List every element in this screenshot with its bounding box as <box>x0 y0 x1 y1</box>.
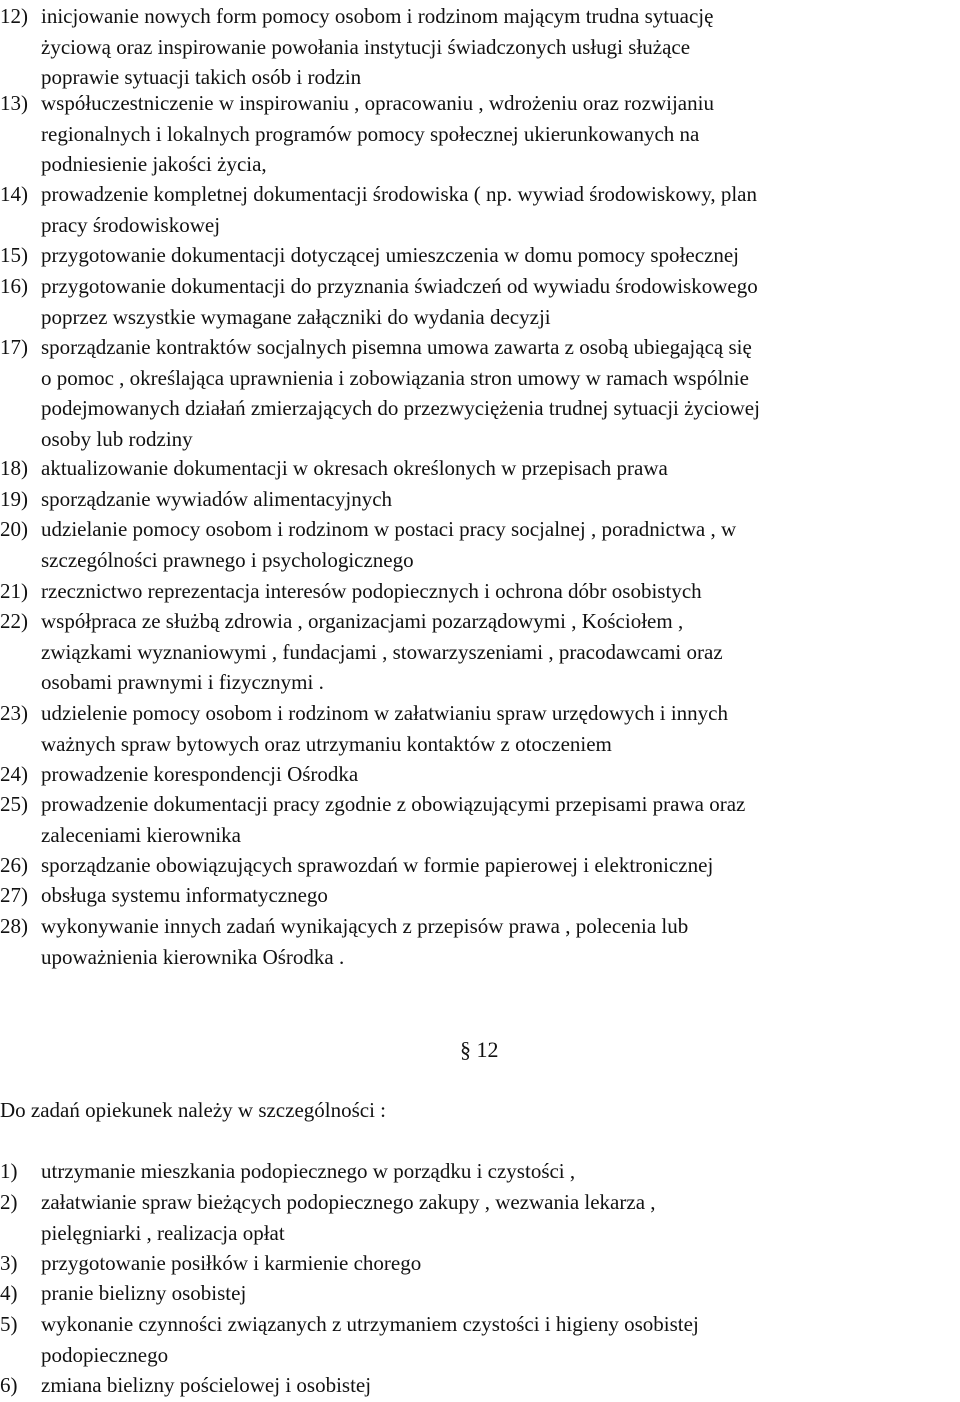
list-item-text: załatwianie spraw bieżących podopiecznego zakupy , wezwania lekarza , pielęgniarki , realizacja opłat <box>41 1190 656 1245</box>
list-item-text: przygotowanie posiłków i karmienie chorego <box>41 1251 422 1275</box>
list-item-15 <box>0 240 956 271</box>
list-item-text: obsługa systemu informatycznego <box>41 883 328 907</box>
section-title: Do zadań opiekunek należy w szczególności : <box>0 1098 387 1122</box>
list-item-text: prowadzenie kompletnej dokumentacji środowiska ( np. wywiad środowiskowy, plan pracy środowiskowej <box>41 182 757 237</box>
list-item-21 <box>0 576 956 607</box>
list-item-27 <box>0 880 956 911</box>
list-item-6 <box>0 1370 956 1401</box>
list-item-number: 20) <box>0 517 28 541</box>
list-item-24 <box>0 759 956 790</box>
list-item-text: zmiana bielizny pościelowej i osobistej <box>41 1373 372 1397</box>
list-item-13 <box>0 88 956 180</box>
list-item-number: 18) <box>0 456 28 480</box>
list-item-number: 27) <box>0 883 28 907</box>
list-item-number: 21) <box>0 579 28 603</box>
list-item-text: aktualizowanie dokumentacji w okresach określonych w przepisach prawa <box>41 456 668 480</box>
list-item-22 <box>0 606 956 698</box>
list-item-26 <box>0 850 956 881</box>
list-item-text: rzecznictwo reprezentacja interesów podopiecznych i ochrona dóbr osobistych <box>41 579 702 603</box>
list-item-1 <box>0 1156 956 1187</box>
list-item-28 <box>0 911 956 972</box>
list-item-number: 23) <box>0 701 28 725</box>
list-item-14 <box>0 179 956 240</box>
list-item-4 <box>0 1278 956 1309</box>
list-item-number: 5) <box>0 1312 18 1336</box>
list-item-number: 1) <box>0 1159 18 1183</box>
list-item-text: utrzymanie mieszkania podopiecznego w porządku i czystości , <box>41 1159 576 1183</box>
list-item-25 <box>0 789 956 850</box>
list-item-text: inicjowanie nowych form pomocy osobom i rodzinom mającym trudna sytuację życiową oraz inspirowanie powołania instytucji świadczonych usługi służące poprawie sytuacji takich osób i rodzin <box>41 4 714 89</box>
list-item-number: 3) <box>0 1251 18 1275</box>
list-item-19 <box>0 484 956 515</box>
paragraph-number: § 12 <box>460 1037 499 1062</box>
list-item-text: wykonanie czynności związanych z utrzymaniem czystości i higieny osobistej podopiecznego <box>41 1312 699 1367</box>
list-item-5 <box>0 1309 956 1370</box>
list-item-text: pranie bielizny osobistej <box>41 1281 247 1305</box>
list-item-text: udzielanie pomocy osobom i rodzinom w postaci pracy socjalnej , poradnictwa , w szczególności prawnego i psychologicznego <box>41 517 737 572</box>
list-item-number: 25) <box>0 792 28 816</box>
list-item-text: przygotowanie dokumentacji do przyznania świadczeń od wywiadu środowiskowego poprzez wszystkie wymagane załączniki do wydania decyzji <box>41 274 758 329</box>
list-item-2 <box>0 1187 956 1248</box>
list-item-17 <box>0 332 956 454</box>
list-item-text: sporządzanie obowiązujących sprawozdań w formie papierowej i elektronicznej <box>41 853 714 877</box>
list-item-number: 19) <box>0 487 28 511</box>
list-item-text: współpraca ze służbą zdrowia , organizacjami pozarządowymi , Kościołem , związkami wyznaniowymi , fundacjami , stowarzyszeniami , pracodawcami oraz osobami prawnymi i fizycznymi . <box>41 609 723 694</box>
list-item-text: prowadzenie dokumentacji pracy zgodnie z obowiązującymi przepisami prawa oraz zaleceniami kierownika <box>41 792 746 847</box>
list-item-text: przygotowanie dokumentacji dotyczącej umieszczenia w domu pomocy społecznej <box>41 243 739 267</box>
list-item-3 <box>0 1248 956 1279</box>
list-item-20 <box>0 514 956 575</box>
list-item-number: 17) <box>0 335 28 359</box>
list-item-number: 16) <box>0 274 28 298</box>
list-item-number: 24) <box>0 762 28 786</box>
list-item-number: 26) <box>0 853 28 877</box>
list-item-12 <box>0 1 956 93</box>
list-item-number: 2) <box>0 1190 18 1214</box>
list-item-number: 15) <box>0 243 28 267</box>
list-item-18 <box>0 453 956 484</box>
list-item-number: 28) <box>0 914 28 938</box>
list-item-text: sporządzanie kontraktów socjalnych pisemna umowa zawarta z osobą ubiegającą się o pomoc , określająca uprawnienia i zobowiązania stron umowy w ramach wspólnie podejmowanych działań zmierzających do przezwyciężenia trudnej sytuacji życiowej osoby lub rodziny <box>41 335 760 451</box>
list-item-text: udzielenie pomocy osobom i rodzinom w załatwianiu spraw urzędowych i innych ważnych spraw bytowych oraz utrzymaniu kontaktów z otoczeniem <box>41 701 728 756</box>
list-item-number: 14) <box>0 182 28 206</box>
list-item-16 <box>0 271 956 332</box>
list-item-number: 6) <box>0 1373 18 1397</box>
list-item-text: współuczestniczenie w inspirowaniu , opracowaniu , wdrożeniu oraz rozwijaniu regionalnych i lokalnych programów pomocy społecznej ukierunkowanych na podniesienie jakości życia, <box>41 91 714 176</box>
list-item-text: sporządzanie wywiadów alimentacyjnych <box>41 487 393 511</box>
list-item-number: 4) <box>0 1281 18 1305</box>
list-item-number: 13) <box>0 91 28 115</box>
list-item-number: 22) <box>0 609 28 633</box>
list-item-text: wykonywanie innych zadań wynikających z przepisów prawa , polecenia lub upoważnienia kierownika Ośrodka . <box>41 914 689 969</box>
list-item-number: 12) <box>0 4 28 28</box>
list-item-text: prowadzenie korespondencji Ośrodka <box>41 762 359 786</box>
list-item-23 <box>0 698 956 759</box>
